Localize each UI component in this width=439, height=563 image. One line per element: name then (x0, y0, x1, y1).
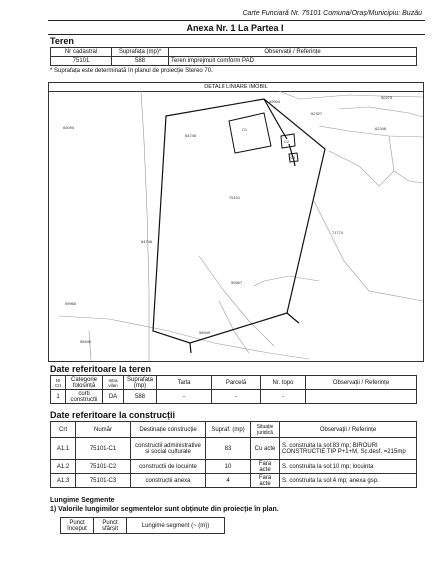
annex-rule (48, 34, 425, 35)
parcel-boundary (153, 99, 325, 343)
map-label-f: 64746 (185, 133, 197, 138)
map-drawing (49, 91, 423, 361)
map-label-a: 65094 (63, 125, 75, 130)
segmente-note: 1) Valorile lungimilor segmentelor sunt obținute din proiecție în plan. (50, 506, 279, 513)
segmente-title: Lungime Segmente (50, 497, 115, 504)
con-observatii: S. construita la sol:83 mp; BIROURI CONSTRUCTIE TIP P+1+M, Sc.desf. =215mp (280, 438, 417, 460)
map-label-e: 62346 (375, 126, 387, 131)
map-label-c2: C2 (284, 139, 290, 144)
con-col-observatii: Observații / Referințe (280, 422, 417, 438)
seg-col-sfarsit: Punct sfârșit (94, 518, 127, 534)
con-situatie: Cu acte (251, 438, 280, 460)
ref-col-suprafata: Suprafața (mp) (124, 376, 157, 390)
ref-suprafata: 588 (124, 390, 157, 404)
ref-parcela: - (212, 390, 261, 404)
con-observatii: S. construita la sol:4 mp; anexa gsp. (280, 474, 417, 488)
map-label-g: 64746 (141, 239, 153, 244)
con-col-destinatie: Destinație construcție (131, 422, 206, 438)
teren-suprafata: 588 (112, 57, 169, 66)
con-suprafata: 83 (206, 438, 251, 460)
teren-title: Teren (50, 36, 74, 46)
teren-cadastral: 75101 (51, 57, 112, 66)
con-col-crt: Crt (51, 422, 76, 438)
ref-categorie: curti constructii (66, 390, 103, 404)
ref-observatii (306, 390, 417, 404)
teren-col-observatii: Observații / Referințe (169, 48, 417, 57)
ref-nrcrt: 1 (51, 390, 66, 404)
teren-observatii: Teren imprejmuit comform PAD (169, 57, 417, 66)
segmente-table (60, 517, 225, 534)
con-numar: 75101-C3 (76, 474, 131, 488)
con-col-situatie: Situație juridică (251, 422, 280, 438)
ref-col-intravilan: Intra vilan (103, 376, 124, 390)
seg-col-lungime: Lungime segment (~ (m)) (127, 518, 225, 534)
con-suprafata: 10 (206, 460, 251, 474)
table-row (51, 438, 417, 460)
map-label-c: 50273 (381, 95, 393, 100)
header-top-right: Carte Funciară Nr. 75101 Comuna/Oraș/Municipiu: Buzău (242, 10, 422, 17)
constructii-title: Date referitoare la construcții (50, 410, 176, 420)
con-observatii: S. construita la sol:10 mp; locuinta (280, 460, 417, 474)
ref-tarla: - (157, 390, 212, 404)
con-col-numar: Număr (76, 422, 131, 438)
table-row (51, 460, 417, 474)
ref-col-parcela: Parcelă (212, 376, 261, 390)
con-destinatie: constructii anexa (131, 474, 206, 488)
con-situatie: Fara acte (251, 474, 280, 488)
cadastral-map (48, 82, 424, 362)
ref-teren-table (50, 375, 417, 404)
ref-col-tarla: Tarla (157, 376, 212, 390)
map-label-j: 59967 (231, 280, 243, 285)
teren-col-cadastral: Nr cadastral (51, 48, 112, 57)
seg-col-inceput: Punct început (61, 518, 94, 534)
ref-col-categorie: Categorie folosință (66, 376, 103, 390)
ref-col-nrtopo: Nr. topo (261, 376, 306, 390)
ref-nrtopo: - (261, 390, 306, 404)
teren-table (50, 47, 417, 66)
con-col-suprafata: Supraf. (mp) (206, 422, 251, 438)
building-c1 (229, 113, 271, 153)
table-row (51, 474, 417, 488)
annex-title: Anexa Nr. 1 La Partea I (186, 23, 284, 33)
map-label-m: 58949 (80, 339, 92, 344)
con-destinatie: constructii administrative si social culturale (131, 438, 206, 460)
map-label-c1: C1 (242, 127, 248, 132)
con-numar: 75101-C2 (76, 460, 131, 474)
ref-teren-title: Date referitoare la teren (50, 364, 152, 374)
con-suprafata: 4 (206, 474, 251, 488)
con-destinatie: constructii de locuinte (131, 460, 206, 474)
con-crt: A1.2 (51, 460, 76, 474)
map-label-b: 49904 (269, 99, 281, 104)
map-title: DETALII LINIARE IMOBIL (49, 83, 423, 92)
map-label-h: 75101 (229, 195, 241, 200)
map-label-k: 59965 (65, 301, 77, 306)
teren-col-suprafata: Suprafața (mp)* (112, 48, 169, 57)
con-situatie: Fara acte (251, 460, 280, 474)
map-label-i: 71774 (332, 230, 344, 235)
map-label-d: 62327 (311, 111, 323, 116)
con-crt: A1.3 (51, 474, 76, 488)
ref-col-nrcrt: Nr Crt (51, 376, 66, 390)
map-label-l: 58949 (199, 330, 211, 335)
teren-footnote: * Suprafața este determinată în planul de proiecție Stereo 70. (50, 68, 213, 74)
constructii-table (50, 421, 417, 488)
map-label-c3: C3 (290, 155, 296, 160)
ref-col-observatii: Observații / Referințe (306, 376, 417, 390)
ref-intravilan: DA (103, 390, 124, 404)
header-rule (48, 20, 425, 21)
con-crt: A1.1 (51, 438, 76, 460)
con-numar: 75101-C1 (76, 438, 131, 460)
